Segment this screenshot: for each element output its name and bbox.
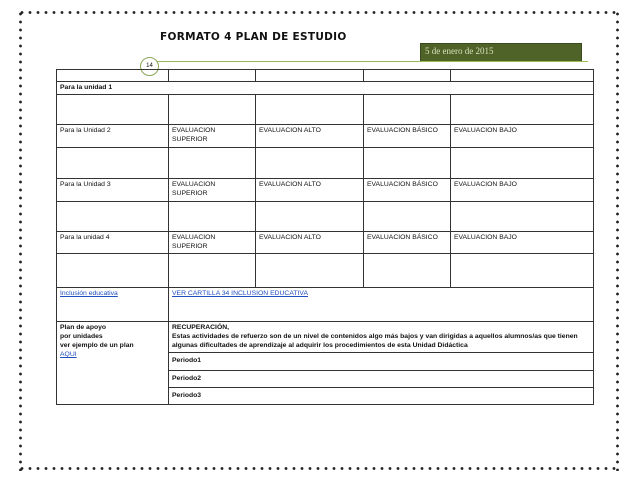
table-row	[57, 70, 594, 82]
table-cell	[57, 95, 169, 125]
recuperacion-title: RECUPERACIÓN,	[172, 324, 230, 331]
page-border-right	[615, 10, 620, 471]
table-cell	[451, 202, 594, 232]
plan-apoyo-line1: Plan de apoyo	[60, 324, 107, 331]
eval-alto: EVALUACION ALTO	[256, 125, 364, 148]
page-border-bottom	[18, 466, 620, 471]
periodo-2: Periodo2	[169, 371, 594, 388]
table-cell	[364, 202, 451, 232]
plan-apoyo-row	[57, 322, 594, 353]
table-cell	[169, 148, 256, 179]
table-cell	[256, 254, 364, 288]
eval-bajo: EVALUACION BAJO	[451, 179, 594, 202]
inclusion-row	[57, 288, 594, 322]
table-cell	[256, 148, 364, 179]
table-row	[57, 254, 594, 288]
unit-label: Para la unidad 4	[57, 232, 169, 254]
table-cell	[256, 70, 364, 82]
header-divider	[148, 61, 588, 62]
inclusion-label[interactable]: Inclusión educativa	[60, 290, 118, 297]
table-cell	[451, 254, 594, 288]
eval-bajo: EVALUACION BAJO	[451, 125, 594, 148]
table-cell	[169, 202, 256, 232]
eval-superior: EVALUACION SUPERIOR	[169, 179, 256, 202]
table-cell	[57, 70, 169, 82]
table-cell	[57, 202, 169, 232]
table-cell	[364, 148, 451, 179]
plan-apoyo-link[interactable]: AQUI	[60, 351, 77, 358]
eval-basico: EVALUACION BÁSICO	[364, 125, 451, 148]
table-cell	[364, 254, 451, 288]
table-cell	[169, 70, 256, 82]
eval-superior: EVALUACION SUPERIOR	[169, 232, 256, 254]
plan-table	[56, 69, 594, 405]
unit-row	[57, 179, 594, 202]
inclusion-label-cell	[57, 288, 169, 322]
table-cell	[451, 148, 594, 179]
table-cell	[57, 148, 169, 179]
unit-row	[57, 125, 594, 148]
inclusion-link-cell	[169, 288, 594, 322]
unit-label: Para la Unidad 2	[57, 125, 169, 148]
inclusion-link[interactable]: VER CARTILLA 34 INCLUSION EDUCATIVA	[172, 290, 308, 297]
table-cell	[256, 202, 364, 232]
eval-alto: EVALUACION ALTO	[256, 179, 364, 202]
plan-apoyo-line2: por unidades	[60, 333, 103, 340]
eval-bajo: EVALUACION BAJO	[451, 232, 594, 254]
table-cell	[169, 95, 256, 125]
table-row	[57, 202, 594, 232]
table-cell	[364, 70, 451, 82]
periodo-3: Periodo3	[169, 388, 594, 405]
page-number: 14	[140, 57, 159, 76]
document-title: FORMATO 4 PLAN DE ESTUDIO	[160, 31, 347, 43]
recuperacion-text: Estas actividades de refuerzo son de un nivel de contenidos algo más bajos y van dirigidas a aquellos alumnos/as que tienen algunas dificultades de aprendizaje al adquirir los procedimientos de esta Unidad Didáctica	[172, 333, 578, 349]
page-border-top	[18, 10, 620, 15]
table-cell	[256, 95, 364, 125]
table-cell	[451, 70, 594, 82]
page-border-left	[18, 10, 23, 471]
unit-label: Para la unidad 1	[57, 82, 594, 95]
document-date: 5 de enero de 2015	[425, 46, 494, 56]
plan-apoyo-cell	[57, 322, 169, 405]
eval-alto: EVALUACION ALTO	[256, 232, 364, 254]
table-cell	[364, 95, 451, 125]
table-row	[57, 95, 594, 125]
periodo-1: Periodo1	[169, 353, 594, 371]
table-cell	[169, 254, 256, 288]
eval-superior: EVALUACION SUPERIOR	[169, 125, 256, 148]
table-row	[57, 148, 594, 179]
recuperacion-cell	[169, 322, 594, 353]
eval-basico: EVALUACION BÁSICO	[364, 232, 451, 254]
unit-row	[57, 82, 594, 95]
eval-basico: EVALUACION BÁSICO	[364, 179, 451, 202]
date-box	[420, 43, 582, 62]
table-cell	[57, 254, 169, 288]
table-cell	[451, 95, 594, 125]
unit-label: Para la Unidad 3	[57, 179, 169, 202]
plan-apoyo-line3: ver ejemplo de un plan	[60, 342, 134, 349]
unit-row	[57, 232, 594, 254]
